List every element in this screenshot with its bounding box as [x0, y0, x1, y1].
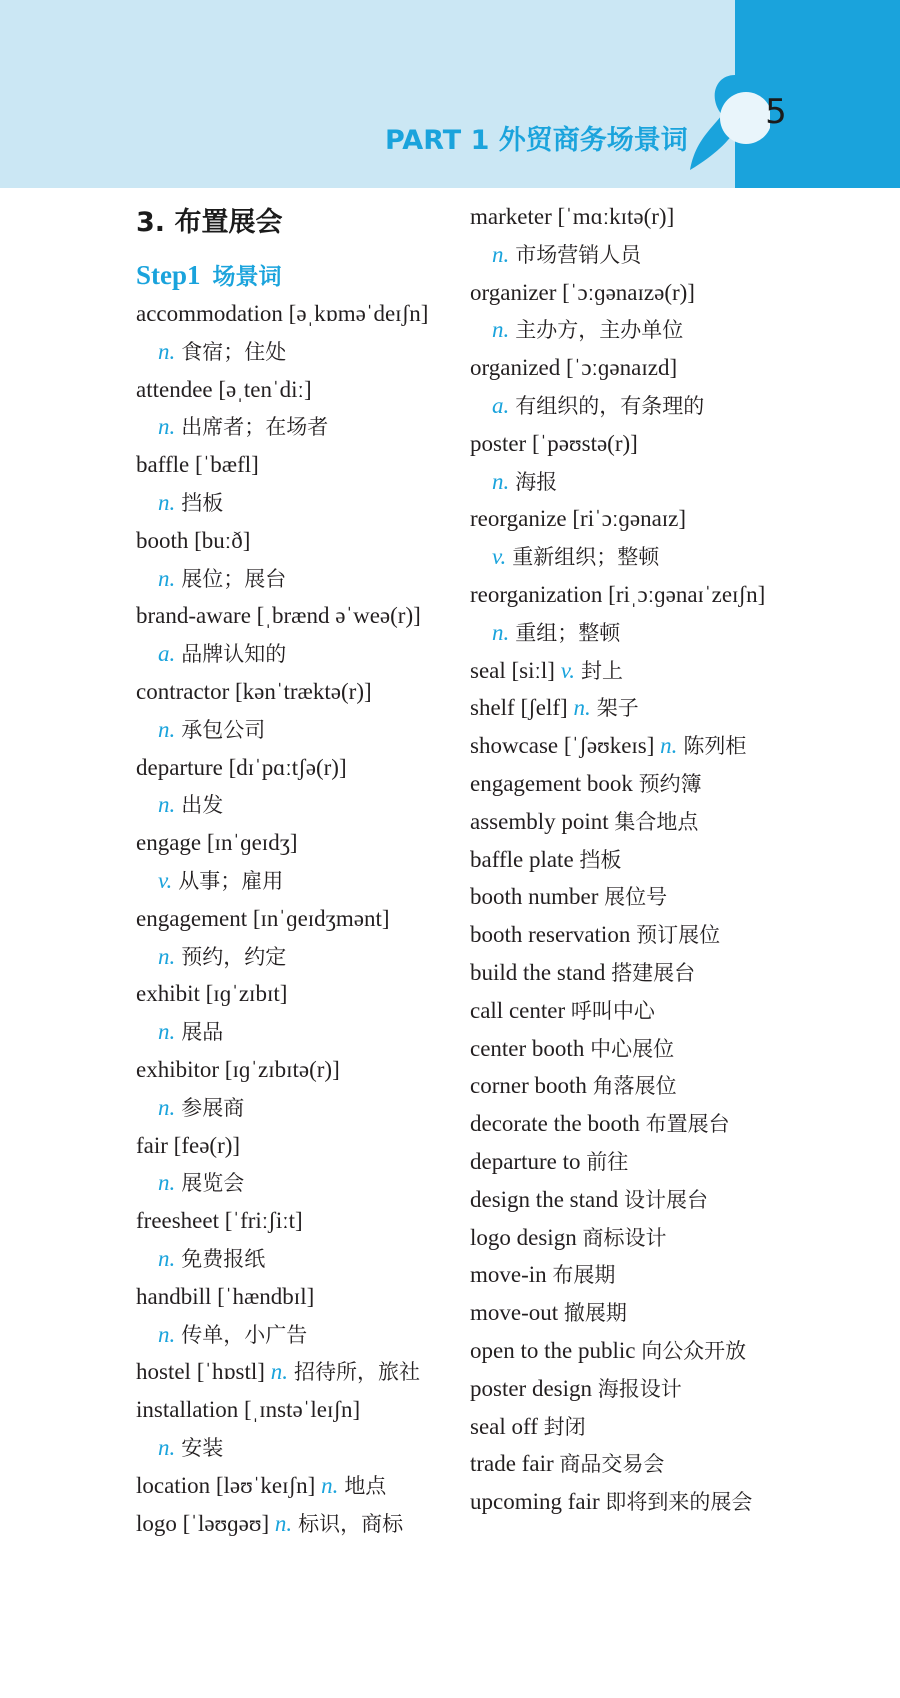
entry-meaning: 即将到来的展会	[605, 1490, 753, 1515]
entry-word: poster	[470, 430, 527, 456]
entry-word: assembly point	[470, 808, 609, 834]
entry-meaning: 预订展位	[636, 923, 721, 948]
entry-part-of-speech: a.	[158, 641, 176, 667]
vocab-definition	[158, 562, 286, 596]
entry-meaning: 呼叫中心	[570, 998, 655, 1023]
entry-part-of-speech: n.	[158, 1321, 176, 1347]
vocab-definition	[158, 1166, 244, 1200]
entry-meaning: 预约簿	[638, 772, 702, 796]
vocab-entry	[470, 1183, 708, 1217]
entry-word: logo design	[470, 1224, 577, 1250]
entry-part-of-speech: n.	[492, 619, 510, 645]
vocab-entry	[136, 1393, 360, 1427]
vocab-entry	[136, 826, 298, 860]
entry-meaning: 标识，商标	[298, 1511, 404, 1536]
entry-meaning: 商品交易会	[559, 1452, 665, 1477]
entry-meaning: 承包公司	[181, 717, 266, 742]
vocab-entry	[470, 1334, 746, 1368]
vocab-definition	[158, 1015, 223, 1049]
entry-word: exhibitor	[136, 1057, 220, 1082]
entry-word: move-out	[470, 1300, 559, 1326]
page-number: 5	[765, 92, 787, 132]
entry-part-of-speech: n.	[321, 1472, 339, 1498]
vocab-entry	[470, 691, 639, 725]
section-title: 3. 布置展会	[136, 207, 283, 238]
entry-word: booth number	[470, 884, 599, 910]
entry-meaning: 出席者；在场者	[181, 415, 329, 440]
vocab-entry	[470, 1410, 586, 1444]
entry-word: build the stand	[470, 960, 606, 985]
entry-meaning: 中心展位	[590, 1036, 675, 1061]
entry-meaning: 预约，约定	[181, 944, 287, 969]
entry-pronunciation: [ˈhɒstl]	[196, 1359, 265, 1385]
vocab-entry	[136, 1053, 340, 1087]
entry-pronunciation: [ˈhændbɪl]	[217, 1283, 315, 1309]
vocab-entry	[470, 1221, 666, 1255]
entry-meaning: 食宿；住处	[181, 339, 287, 364]
entry-pronunciation: [ˈbæfl]	[194, 452, 259, 478]
entry-word: freesheet	[136, 1208, 219, 1234]
entry-meaning: 地点	[344, 1473, 387, 1498]
entry-part-of-speech: n.	[158, 414, 176, 440]
entry-word: open to the public	[470, 1338, 636, 1363]
vocab-entry	[470, 1296, 627, 1330]
entry-pronunciation: [ˈʃəʊkeɪs]	[563, 733, 655, 759]
step-label: Step1	[136, 260, 201, 290]
entry-meaning: 参展商	[181, 1095, 245, 1120]
entry-word: poster design	[470, 1375, 593, 1401]
entry-pronunciation: [riˈɔːɡənaɪz]	[572, 506, 687, 532]
entry-part-of-speech: n.	[492, 241, 510, 267]
entry-meaning: 展览会	[181, 1171, 245, 1196]
entry-word: accommodation	[136, 301, 283, 326]
entry-meaning: 重新组织；整顿	[512, 545, 660, 570]
entry-word: baffle plate	[470, 846, 574, 872]
entry-part-of-speech: n.	[158, 1019, 176, 1045]
vocab-entry	[136, 1469, 386, 1503]
vocab-entry	[470, 918, 720, 952]
vocab-entry	[470, 956, 695, 990]
entry-word: reorganization	[470, 582, 603, 607]
entry-meaning: 前往	[586, 1150, 629, 1174]
entry-pronunciation: [ˈpəʊstə(r)]	[531, 430, 638, 456]
entry-meaning: 重组；整顿	[515, 620, 621, 645]
entry-meaning: 布置展台	[645, 1112, 730, 1137]
entry-pronunciation: [ɪɡˈzɪbɪt]	[205, 981, 288, 1007]
vocab-definition	[158, 1091, 244, 1125]
entry-part-of-speech: n.	[158, 338, 176, 364]
entry-part-of-speech: n.	[158, 943, 176, 969]
vocab-definition	[492, 465, 557, 499]
vocab-entry	[470, 1145, 628, 1179]
entry-meaning: 有组织的，有条理的	[515, 394, 705, 418]
vocab-entry	[470, 729, 746, 763]
entry-pronunciation: [ʃelf]	[520, 695, 568, 721]
vocab-entry	[470, 654, 623, 688]
vocab-definition	[158, 1242, 265, 1276]
entry-part-of-speech: n.	[158, 565, 176, 591]
entry-word: reorganize	[470, 506, 567, 532]
entry-part-of-speech: n.	[492, 317, 510, 343]
entry-part-of-speech: n.	[158, 1246, 176, 1271]
entry-pronunciation: [ləʊˈkeɪʃn]	[215, 1472, 316, 1498]
entry-part-of-speech: n.	[158, 792, 176, 818]
entry-pronunciation: [dɪˈpɑːtʃə(r)]	[228, 754, 347, 780]
vocab-entry	[136, 1507, 403, 1541]
vocab-entry	[136, 1129, 240, 1163]
vocab-entry	[136, 902, 390, 936]
entry-meaning: 市场营销人员	[515, 242, 642, 267]
entry-pronunciation: [ɪnˈɡeɪdʒmənt]	[252, 905, 390, 931]
entry-word: fair	[136, 1132, 168, 1158]
entry-meaning: 架子	[596, 696, 639, 721]
entry-pronunciation: [ˈmɑːkɪtə(r)]	[557, 204, 675, 229]
entry-meaning: 招待所，旅社	[293, 1360, 420, 1385]
vocab-entry	[470, 880, 667, 914]
vocab-entry	[470, 843, 621, 877]
entry-meaning: 向公众开放	[641, 1339, 747, 1363]
entry-meaning: 撤展期	[563, 1301, 627, 1326]
vocab-entry	[136, 1280, 314, 1314]
vocab-entry	[136, 297, 428, 331]
entry-pronunciation: [feə(r)]	[173, 1132, 241, 1158]
entry-pronunciation: [ˈfriːʃiːt]	[224, 1208, 303, 1234]
entry-part-of-speech: a.	[492, 393, 510, 418]
vocab-definition	[158, 713, 265, 747]
entry-meaning: 安装	[181, 1436, 224, 1460]
vocab-definition	[158, 335, 286, 369]
vocab-entry	[136, 373, 312, 407]
entry-word: baffle	[136, 452, 190, 478]
entry-word: contractor	[136, 679, 230, 704]
entry-pronunciation: [ˈɔːɡənaɪzə(r)]	[562, 279, 695, 305]
entry-meaning: 挡板	[579, 847, 622, 872]
entry-part-of-speech: n.	[158, 1094, 176, 1120]
entry-part-of-speech: n.	[158, 1170, 176, 1196]
entry-part-of-speech: n.	[270, 1359, 288, 1385]
vocab-definition	[492, 540, 659, 574]
vocab-entry	[470, 200, 674, 234]
entry-word: corner booth	[470, 1073, 587, 1099]
entry-part-of-speech: n.	[492, 468, 510, 494]
entry-meaning: 海报设计	[597, 1376, 682, 1401]
entry-part-of-speech: v.	[560, 657, 575, 683]
entry-pronunciation: [riˌɔːɡənaɪˈzeɪʃn]	[608, 582, 766, 607]
entry-word: organizer	[470, 279, 557, 305]
entry-word: installation	[136, 1397, 239, 1423]
vocab-entry	[136, 1355, 420, 1389]
entry-part-of-speech: v.	[158, 868, 173, 893]
entry-pronunciation: [kənˈtræktə(r)]	[234, 679, 372, 704]
entry-part-of-speech: n.	[158, 1435, 176, 1460]
vocab-entry	[470, 502, 686, 536]
vocab-definition	[158, 864, 283, 898]
entry-word: engagement	[136, 905, 248, 931]
entry-word: location	[136, 1472, 211, 1498]
entry-word: decorate the booth	[470, 1111, 640, 1137]
vocab-definition	[492, 238, 641, 272]
vocab-entry	[136, 599, 421, 633]
entry-meaning: 布展期	[552, 1263, 616, 1288]
entry-word: organized	[470, 355, 561, 381]
entry-pronunciation: [ɪnˈɡeɪdʒ]	[206, 830, 298, 856]
entry-meaning: 展品	[181, 1020, 224, 1045]
vocab-definition	[158, 1431, 223, 1465]
entry-word: engagement book	[470, 771, 633, 796]
entry-word: upcoming fair	[470, 1489, 600, 1515]
entry-part-of-speech: n.	[158, 490, 176, 515]
entry-meaning: 封闭	[543, 1414, 586, 1439]
entry-pronunciation: [ˈləʊɡəʊ]	[182, 1510, 270, 1536]
entry-word: booth	[136, 527, 189, 553]
vocab-entry	[470, 767, 702, 801]
entry-meaning: 海报	[515, 469, 558, 494]
entry-meaning: 角落展位	[592, 1074, 677, 1099]
entry-meaning: 搭建展台	[611, 961, 696, 985]
entry-word: design the stand	[470, 1186, 619, 1212]
entry-word: booth reservation	[470, 922, 631, 948]
entry-word: move-in	[470, 1262, 547, 1288]
entry-word: attendee	[136, 376, 213, 402]
entry-pronunciation: [ˈɔːɡənaɪzd]	[566, 355, 678, 381]
entry-meaning: 陈列柜	[683, 734, 747, 759]
entry-pronunciation: [əˌtenˈdiː]	[218, 376, 312, 402]
entry-word: hostel	[136, 1359, 191, 1385]
entry-word: call center	[470, 997, 566, 1023]
vocab-definition	[158, 940, 286, 974]
entry-word: handbill	[136, 1283, 212, 1309]
step-heading	[136, 258, 282, 291]
entry-pronunciation: [ɪɡˈzɪbɪtə(r)]	[224, 1057, 340, 1082]
entry-meaning: 商标设计	[582, 1225, 667, 1250]
entry-meaning: 免费报纸	[181, 1247, 266, 1271]
step-name: 场景词	[212, 264, 282, 290]
entry-meaning: 从事；雇用	[178, 869, 284, 893]
vocab-entry	[470, 1447, 664, 1481]
entry-word: brand-aware	[136, 603, 251, 629]
vocab-entry	[136, 524, 250, 558]
entry-word: marketer	[470, 204, 552, 229]
vocab-entry	[136, 675, 372, 709]
entry-part-of-speech: v.	[492, 544, 507, 570]
entry-part-of-speech: n.	[660, 733, 678, 759]
entry-part-of-speech: n.	[274, 1510, 293, 1536]
entry-meaning: 挡板	[181, 491, 224, 515]
vocab-definition	[492, 313, 683, 347]
entry-meaning: 集合地点	[614, 809, 699, 834]
vocab-entry	[470, 805, 698, 839]
vocab-definition	[158, 410, 328, 444]
vocab-entry	[136, 448, 259, 482]
entry-part-of-speech: n.	[573, 695, 591, 721]
vocab-entry	[470, 351, 677, 385]
vocab-entry	[470, 1258, 615, 1292]
part-title: PART 1 外贸商务场景词	[385, 125, 688, 156]
entry-word: logo	[136, 1510, 177, 1536]
entry-word: seal off	[470, 1413, 538, 1439]
entry-meaning: 出发	[181, 793, 224, 818]
entry-meaning: 传单，小广告	[181, 1322, 308, 1347]
entry-pronunciation: [ˌɪnstəˈleɪʃn]	[243, 1397, 361, 1423]
vocab-definition	[158, 788, 223, 822]
entry-meaning: 封上	[580, 658, 623, 683]
entry-word: showcase	[470, 733, 559, 759]
vocab-definition	[158, 1318, 307, 1352]
vocab-definition	[158, 637, 286, 671]
vocab-entry	[136, 1204, 303, 1238]
entry-pronunciation: [əˌkɒməˈdeɪʃn]	[288, 301, 429, 326]
entry-word: departure to	[470, 1149, 581, 1174]
entry-pronunciation: [ˌbrænd əˈweə(r)]	[256, 603, 421, 629]
vocab-entry	[470, 1032, 674, 1066]
entry-meaning: 品牌认知的	[181, 642, 287, 667]
vocab-entry	[470, 578, 765, 612]
entry-word: shelf	[470, 695, 515, 721]
entry-word: engage	[136, 830, 202, 856]
vocab-definition	[492, 616, 620, 650]
entry-meaning: 设计展台	[623, 1187, 708, 1212]
entry-word: departure	[136, 754, 223, 780]
entry-word: seal	[470, 657, 506, 683]
vocab-entry	[470, 1485, 752, 1519]
entry-pronunciation: [siːl]	[511, 657, 555, 683]
entry-part-of-speech: n.	[158, 716, 176, 742]
vocab-entry	[470, 427, 638, 461]
vocab-definition	[158, 486, 223, 520]
vocab-entry	[470, 1069, 677, 1103]
vocab-entry	[470, 994, 655, 1028]
vocab-definition	[492, 389, 704, 423]
entry-meaning: 展位号	[604, 885, 668, 910]
entry-meaning: 展位；展台	[181, 566, 287, 591]
entry-word: center booth	[470, 1035, 585, 1061]
vocab-entry	[470, 1107, 730, 1141]
vocab-entry	[136, 977, 287, 1011]
vocab-entry	[136, 751, 347, 785]
entry-word: exhibit	[136, 981, 200, 1007]
entry-pronunciation: [buːð]	[194, 527, 251, 553]
vocab-entry	[470, 276, 695, 310]
entry-word: trade fair	[470, 1451, 554, 1477]
vocab-entry	[470, 1372, 682, 1406]
entry-meaning: 主办方，主办单位	[515, 318, 684, 343]
